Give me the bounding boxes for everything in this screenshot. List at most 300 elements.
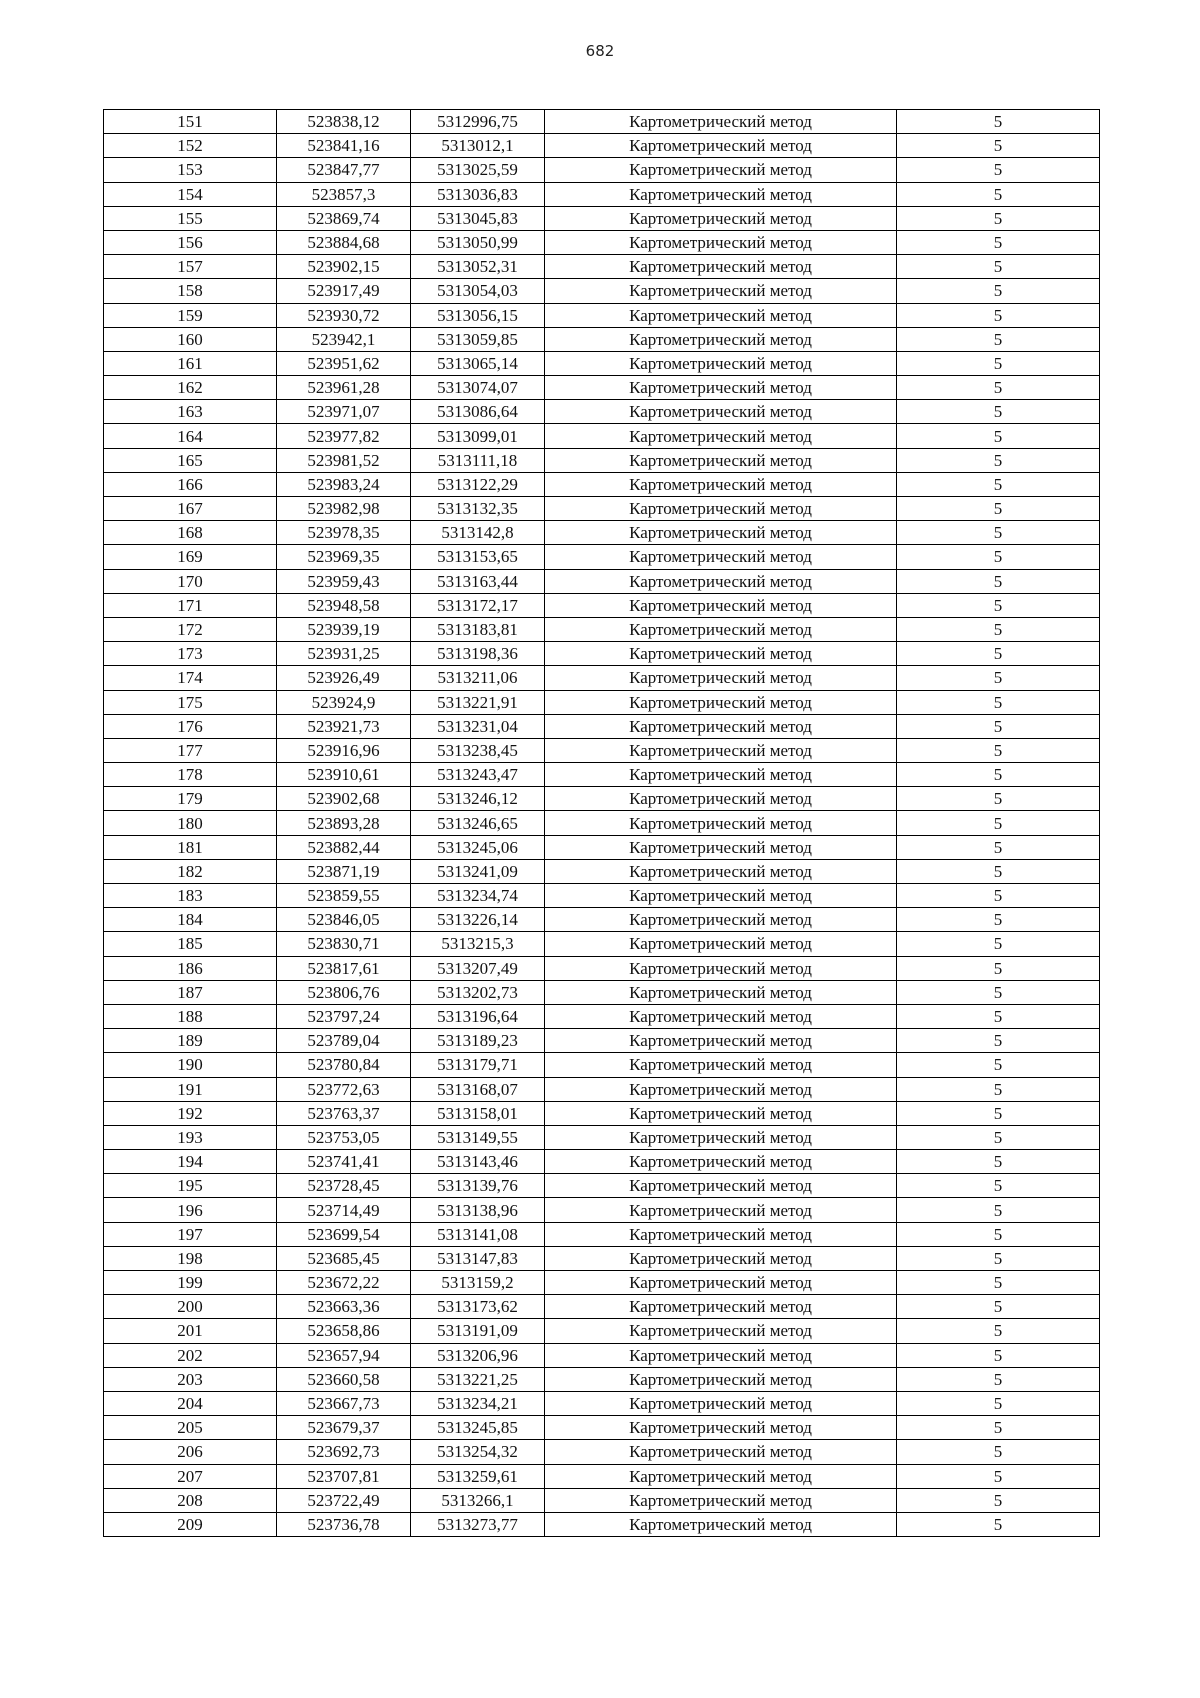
- y-coordinate-cell: 5313074,07: [411, 376, 545, 400]
- method-cell: Картометрический метод: [545, 110, 897, 134]
- accuracy-cell: 5: [897, 1319, 1100, 1343]
- table-row: [104, 1077, 1100, 1101]
- point-number-cell: 171: [104, 593, 277, 617]
- accuracy-cell: 5: [897, 158, 1100, 182]
- x-coordinate-cell: 523902,68: [277, 787, 411, 811]
- x-coordinate-cell: 523707,81: [277, 1464, 411, 1488]
- x-coordinate-cell: 523838,12: [277, 110, 411, 134]
- point-number-cell: 204: [104, 1391, 277, 1415]
- accuracy-cell: 5: [897, 206, 1100, 230]
- accuracy-cell: 5: [897, 1416, 1100, 1440]
- method-cell: Картометрический метод: [545, 1319, 897, 1343]
- accuracy-cell: 5: [897, 1271, 1100, 1295]
- point-number-cell: 164: [104, 424, 277, 448]
- method-cell: Картометрический метод: [545, 1343, 897, 1367]
- y-coordinate-cell: 5313132,35: [411, 497, 545, 521]
- table-row: [104, 400, 1100, 424]
- x-coordinate-cell: 523728,45: [277, 1174, 411, 1198]
- y-coordinate-cell: 5313138,96: [411, 1198, 545, 1222]
- x-coordinate-cell: 523948,58: [277, 593, 411, 617]
- y-coordinate-cell: 5313266,1: [411, 1488, 545, 1512]
- y-coordinate-cell: 5313153,65: [411, 545, 545, 569]
- point-number-cell: 152: [104, 134, 277, 158]
- x-coordinate-cell: 523893,28: [277, 811, 411, 835]
- x-coordinate-cell: 523692,73: [277, 1440, 411, 1464]
- accuracy-cell: 5: [897, 497, 1100, 521]
- table-row: [104, 1198, 1100, 1222]
- point-number-cell: 182: [104, 859, 277, 883]
- accuracy-cell: 5: [897, 593, 1100, 617]
- table-row: [104, 1343, 1100, 1367]
- point-number-cell: 159: [104, 303, 277, 327]
- method-cell: Картометрический метод: [545, 376, 897, 400]
- y-coordinate-cell: 5313198,36: [411, 642, 545, 666]
- x-coordinate-cell: 523797,24: [277, 1004, 411, 1028]
- y-coordinate-cell: 5313221,25: [411, 1367, 545, 1391]
- point-number-cell: 166: [104, 472, 277, 496]
- table-row: [104, 448, 1100, 472]
- method-cell: Картометрический метод: [545, 327, 897, 351]
- accuracy-cell: 5: [897, 521, 1100, 545]
- point-number-cell: 203: [104, 1367, 277, 1391]
- y-coordinate-cell: 5313143,46: [411, 1150, 545, 1174]
- point-number-cell: 194: [104, 1150, 277, 1174]
- x-coordinate-cell: 523910,61: [277, 763, 411, 787]
- point-number-cell: 172: [104, 617, 277, 641]
- x-coordinate-cell: 523859,55: [277, 884, 411, 908]
- accuracy-cell: 5: [897, 1440, 1100, 1464]
- accuracy-cell: 5: [897, 1295, 1100, 1319]
- accuracy-cell: 5: [897, 811, 1100, 835]
- x-coordinate-cell: 523663,36: [277, 1295, 411, 1319]
- accuracy-cell: 5: [897, 956, 1100, 980]
- y-coordinate-cell: 5313054,03: [411, 279, 545, 303]
- x-coordinate-cell: 523763,37: [277, 1101, 411, 1125]
- x-coordinate-cell: 523916,96: [277, 738, 411, 762]
- point-number-cell: 177: [104, 738, 277, 762]
- method-cell: Картометрический метод: [545, 1271, 897, 1295]
- accuracy-cell: 5: [897, 763, 1100, 787]
- accuracy-cell: 5: [897, 400, 1100, 424]
- point-number-cell: 201: [104, 1319, 277, 1343]
- x-coordinate-cell: 523817,61: [277, 956, 411, 980]
- accuracy-cell: 5: [897, 424, 1100, 448]
- method-cell: Картометрический метод: [545, 1488, 897, 1512]
- table-row: [104, 1440, 1100, 1464]
- accuracy-cell: 5: [897, 1391, 1100, 1415]
- accuracy-cell: 5: [897, 835, 1100, 859]
- x-coordinate-cell: 523931,25: [277, 642, 411, 666]
- point-number-cell: 181: [104, 835, 277, 859]
- method-cell: Картометрический метод: [545, 545, 897, 569]
- accuracy-cell: 5: [897, 448, 1100, 472]
- x-coordinate-cell: 523981,52: [277, 448, 411, 472]
- method-cell: Картометрический метод: [545, 472, 897, 496]
- x-coordinate-cell: 523699,54: [277, 1222, 411, 1246]
- x-coordinate-cell: 523930,72: [277, 303, 411, 327]
- accuracy-cell: 5: [897, 303, 1100, 327]
- method-cell: Картометрический метод: [545, 424, 897, 448]
- table-row: [104, 884, 1100, 908]
- x-coordinate-cell: 523667,73: [277, 1391, 411, 1415]
- method-cell: Картометрический метод: [545, 1029, 897, 1053]
- method-cell: Картометрический метод: [545, 1077, 897, 1101]
- method-cell: Картометрический метод: [545, 1464, 897, 1488]
- x-coordinate-cell: 523657,94: [277, 1343, 411, 1367]
- accuracy-cell: 5: [897, 376, 1100, 400]
- method-cell: Картометрический метод: [545, 738, 897, 762]
- method-cell: Картометрический метод: [545, 884, 897, 908]
- table-row: [104, 182, 1100, 206]
- x-coordinate-cell: 523978,35: [277, 521, 411, 545]
- method-cell: Картометрический метод: [545, 1222, 897, 1246]
- accuracy-cell: 5: [897, 714, 1100, 738]
- accuracy-cell: 5: [897, 1222, 1100, 1246]
- accuracy-cell: 5: [897, 1053, 1100, 1077]
- x-coordinate-cell: 523982,98: [277, 497, 411, 521]
- y-coordinate-cell: 5313211,06: [411, 666, 545, 690]
- method-cell: Картометрический метод: [545, 1101, 897, 1125]
- point-number-cell: 180: [104, 811, 277, 835]
- method-cell: Картометрический метод: [545, 617, 897, 641]
- table-row: [104, 206, 1100, 230]
- method-cell: Картометрический метод: [545, 1150, 897, 1174]
- point-number-cell: 179: [104, 787, 277, 811]
- coordinates-table: [103, 109, 1100, 1537]
- y-coordinate-cell: 5313243,47: [411, 763, 545, 787]
- method-cell: Картометрический метод: [545, 1246, 897, 1270]
- method-cell: Картометрический метод: [545, 1391, 897, 1415]
- y-coordinate-cell: 5313196,64: [411, 1004, 545, 1028]
- x-coordinate-cell: 523830,71: [277, 932, 411, 956]
- y-coordinate-cell: 5313052,31: [411, 255, 545, 279]
- y-coordinate-cell: 5313173,62: [411, 1295, 545, 1319]
- table-row: [104, 1416, 1100, 1440]
- table-row: [104, 1319, 1100, 1343]
- y-coordinate-cell: 5313147,83: [411, 1246, 545, 1270]
- table-row: [104, 666, 1100, 690]
- method-cell: Картометрический метод: [545, 714, 897, 738]
- method-cell: Картометрический метод: [545, 1125, 897, 1149]
- table-row: [104, 303, 1100, 327]
- table-row: [104, 835, 1100, 859]
- point-number-cell: 205: [104, 1416, 277, 1440]
- method-cell: Картометрический метод: [545, 956, 897, 980]
- y-coordinate-cell: 5313065,14: [411, 351, 545, 375]
- table-row: [104, 1004, 1100, 1028]
- method-cell: Картометрический метод: [545, 158, 897, 182]
- method-cell: Картометрический метод: [545, 182, 897, 206]
- point-number-cell: 196: [104, 1198, 277, 1222]
- method-cell: Картометрический метод: [545, 351, 897, 375]
- y-coordinate-cell: 5313050,99: [411, 230, 545, 254]
- table-row: [104, 424, 1100, 448]
- y-coordinate-cell: 5313215,3: [411, 932, 545, 956]
- table-row: [104, 714, 1100, 738]
- point-number-cell: 209: [104, 1512, 277, 1536]
- point-number-cell: 197: [104, 1222, 277, 1246]
- y-coordinate-cell: 5313172,17: [411, 593, 545, 617]
- method-cell: Картометрический метод: [545, 1295, 897, 1319]
- table-row: [104, 811, 1100, 835]
- table-row: [104, 521, 1100, 545]
- page-number: 682: [585, 42, 615, 60]
- accuracy-cell: 5: [897, 884, 1100, 908]
- x-coordinate-cell: 523741,41: [277, 1150, 411, 1174]
- table-row: [104, 980, 1100, 1004]
- point-number-cell: 155: [104, 206, 277, 230]
- point-number-cell: 189: [104, 1029, 277, 1053]
- point-number-cell: 199: [104, 1271, 277, 1295]
- point-number-cell: 207: [104, 1464, 277, 1488]
- x-coordinate-cell: 523685,45: [277, 1246, 411, 1270]
- x-coordinate-cell: 523917,49: [277, 279, 411, 303]
- accuracy-cell: 5: [897, 327, 1100, 351]
- y-coordinate-cell: 5313141,08: [411, 1222, 545, 1246]
- point-number-cell: 158: [104, 279, 277, 303]
- table-row: [104, 1150, 1100, 1174]
- point-number-cell: 184: [104, 908, 277, 932]
- y-coordinate-cell: 5313163,44: [411, 569, 545, 593]
- point-number-cell: 168: [104, 521, 277, 545]
- point-number-cell: 167: [104, 497, 277, 521]
- y-coordinate-cell: 5313168,07: [411, 1077, 545, 1101]
- x-coordinate-cell: 523969,35: [277, 545, 411, 569]
- method-cell: Картометрический метод: [545, 763, 897, 787]
- coordinates-table-body: [104, 110, 1100, 1537]
- accuracy-cell: 5: [897, 738, 1100, 762]
- table-row: [104, 351, 1100, 375]
- table-row: [104, 1464, 1100, 1488]
- table-row: [104, 1367, 1100, 1391]
- table-row: [104, 932, 1100, 956]
- x-coordinate-cell: 523926,49: [277, 666, 411, 690]
- table-row: [104, 1125, 1100, 1149]
- table-row: [104, 1029, 1100, 1053]
- point-number-cell: 195: [104, 1174, 277, 1198]
- y-coordinate-cell: 5313099,01: [411, 424, 545, 448]
- accuracy-cell: 5: [897, 1198, 1100, 1222]
- x-coordinate-cell: 523722,49: [277, 1488, 411, 1512]
- accuracy-cell: 5: [897, 859, 1100, 883]
- point-number-cell: 206: [104, 1440, 277, 1464]
- table-row: [104, 593, 1100, 617]
- method-cell: Картометрический метод: [545, 811, 897, 835]
- accuracy-cell: 5: [897, 1246, 1100, 1270]
- y-coordinate-cell: 5313045,83: [411, 206, 545, 230]
- y-coordinate-cell: 5313139,76: [411, 1174, 545, 1198]
- accuracy-cell: 5: [897, 617, 1100, 641]
- accuracy-cell: 5: [897, 1174, 1100, 1198]
- accuracy-cell: 5: [897, 134, 1100, 158]
- y-coordinate-cell: 5313259,61: [411, 1464, 545, 1488]
- table-row: [104, 617, 1100, 641]
- table-row: [104, 255, 1100, 279]
- x-coordinate-cell: 523679,37: [277, 1416, 411, 1440]
- point-number-cell: 187: [104, 980, 277, 1004]
- table-row: [104, 134, 1100, 158]
- point-number-cell: 186: [104, 956, 277, 980]
- accuracy-cell: 5: [897, 908, 1100, 932]
- table-row: [104, 1174, 1100, 1198]
- method-cell: Картометрический метод: [545, 932, 897, 956]
- x-coordinate-cell: 523959,43: [277, 569, 411, 593]
- x-coordinate-cell: 523846,05: [277, 908, 411, 932]
- x-coordinate-cell: 523871,19: [277, 859, 411, 883]
- y-coordinate-cell: 5313245,06: [411, 835, 545, 859]
- x-coordinate-cell: 523806,76: [277, 980, 411, 1004]
- point-number-cell: 202: [104, 1343, 277, 1367]
- x-coordinate-cell: 523869,74: [277, 206, 411, 230]
- accuracy-cell: 5: [897, 255, 1100, 279]
- point-number-cell: 192: [104, 1101, 277, 1125]
- accuracy-cell: 5: [897, 1150, 1100, 1174]
- table-row: [104, 1222, 1100, 1246]
- point-number-cell: 200: [104, 1295, 277, 1319]
- y-coordinate-cell: 5313191,09: [411, 1319, 545, 1343]
- point-number-cell: 175: [104, 690, 277, 714]
- y-coordinate-cell: 5313245,85: [411, 1416, 545, 1440]
- y-coordinate-cell: 5313202,73: [411, 980, 545, 1004]
- x-coordinate-cell: 523660,58: [277, 1367, 411, 1391]
- accuracy-cell: 5: [897, 279, 1100, 303]
- point-number-cell: 208: [104, 1488, 277, 1512]
- table-row: [104, 1053, 1100, 1077]
- point-number-cell: 154: [104, 182, 277, 206]
- table-row: [104, 1295, 1100, 1319]
- method-cell: Картометрический метод: [545, 206, 897, 230]
- x-coordinate-cell: 523847,77: [277, 158, 411, 182]
- method-cell: Картометрический метод: [545, 642, 897, 666]
- method-cell: Картометрический метод: [545, 230, 897, 254]
- x-coordinate-cell: 523924,9: [277, 690, 411, 714]
- point-number-cell: 174: [104, 666, 277, 690]
- point-number-cell: 161: [104, 351, 277, 375]
- x-coordinate-cell: 523736,78: [277, 1512, 411, 1536]
- accuracy-cell: 5: [897, 1125, 1100, 1149]
- x-coordinate-cell: 523951,62: [277, 351, 411, 375]
- method-cell: Картометрический метод: [545, 448, 897, 472]
- method-cell: Картометрический метод: [545, 521, 897, 545]
- point-number-cell: 165: [104, 448, 277, 472]
- y-coordinate-cell: 5313273,77: [411, 1512, 545, 1536]
- table-row: [104, 956, 1100, 980]
- table-row: [104, 1271, 1100, 1295]
- method-cell: Картометрический метод: [545, 980, 897, 1004]
- accuracy-cell: 5: [897, 1077, 1100, 1101]
- accuracy-cell: 5: [897, 1464, 1100, 1488]
- x-coordinate-cell: 523714,49: [277, 1198, 411, 1222]
- table-row: [104, 1391, 1100, 1415]
- point-number-cell: 183: [104, 884, 277, 908]
- y-coordinate-cell: 5313238,45: [411, 738, 545, 762]
- y-coordinate-cell: 5313111,18: [411, 448, 545, 472]
- method-cell: Картометрический метод: [545, 908, 897, 932]
- method-cell: Картометрический метод: [545, 279, 897, 303]
- table-row: [104, 1101, 1100, 1125]
- x-coordinate-cell: 523841,16: [277, 134, 411, 158]
- table-row: [104, 642, 1100, 666]
- method-cell: Картометрический метод: [545, 134, 897, 158]
- accuracy-cell: 5: [897, 932, 1100, 956]
- x-coordinate-cell: 523882,44: [277, 835, 411, 859]
- table-row: [104, 158, 1100, 182]
- accuracy-cell: 5: [897, 110, 1100, 134]
- y-coordinate-cell: 5313142,8: [411, 521, 545, 545]
- accuracy-cell: 5: [897, 642, 1100, 666]
- method-cell: Картометрический метод: [545, 690, 897, 714]
- accuracy-cell: 5: [897, 569, 1100, 593]
- x-coordinate-cell: 523961,28: [277, 376, 411, 400]
- table-row: [104, 545, 1100, 569]
- point-number-cell: 191: [104, 1077, 277, 1101]
- y-coordinate-cell: 5313234,21: [411, 1391, 545, 1415]
- method-cell: Картометрический метод: [545, 400, 897, 424]
- accuracy-cell: 5: [897, 182, 1100, 206]
- accuracy-cell: 5: [897, 545, 1100, 569]
- table-row: [104, 859, 1100, 883]
- table-row: [104, 497, 1100, 521]
- x-coordinate-cell: 523789,04: [277, 1029, 411, 1053]
- point-number-cell: 176: [104, 714, 277, 738]
- point-number-cell: 162: [104, 376, 277, 400]
- y-coordinate-cell: 5313012,1: [411, 134, 545, 158]
- y-coordinate-cell: 5313246,65: [411, 811, 545, 835]
- table-row: [104, 763, 1100, 787]
- method-cell: Картометрический метод: [545, 569, 897, 593]
- table-row: [104, 690, 1100, 714]
- point-number-cell: 190: [104, 1053, 277, 1077]
- accuracy-cell: 5: [897, 472, 1100, 496]
- method-cell: Картометрический метод: [545, 1004, 897, 1028]
- table-row: [104, 908, 1100, 932]
- method-cell: Картометрический метод: [545, 666, 897, 690]
- point-number-cell: 170: [104, 569, 277, 593]
- method-cell: Картометрический метод: [545, 1367, 897, 1391]
- accuracy-cell: 5: [897, 1512, 1100, 1536]
- accuracy-cell: 5: [897, 351, 1100, 375]
- y-coordinate-cell: 5313059,85: [411, 327, 545, 351]
- y-coordinate-cell: 5312996,75: [411, 110, 545, 134]
- y-coordinate-cell: 5313231,04: [411, 714, 545, 738]
- x-coordinate-cell: 523921,73: [277, 714, 411, 738]
- accuracy-cell: 5: [897, 1004, 1100, 1028]
- method-cell: Картометрический метод: [545, 1174, 897, 1198]
- table-row: [104, 472, 1100, 496]
- point-number-cell: 156: [104, 230, 277, 254]
- y-coordinate-cell: 5313241,09: [411, 859, 545, 883]
- y-coordinate-cell: 5313025,59: [411, 158, 545, 182]
- y-coordinate-cell: 5313159,2: [411, 1271, 545, 1295]
- table-row: [104, 1512, 1100, 1536]
- accuracy-cell: 5: [897, 230, 1100, 254]
- point-number-cell: 188: [104, 1004, 277, 1028]
- point-number-cell: 178: [104, 763, 277, 787]
- method-cell: Картометрический метод: [545, 1198, 897, 1222]
- x-coordinate-cell: 523672,22: [277, 1271, 411, 1295]
- x-coordinate-cell: 523939,19: [277, 617, 411, 641]
- y-coordinate-cell: 5313056,15: [411, 303, 545, 327]
- x-coordinate-cell: 523971,07: [277, 400, 411, 424]
- accuracy-cell: 5: [897, 787, 1100, 811]
- method-cell: Картометрический метод: [545, 255, 897, 279]
- x-coordinate-cell: 523977,82: [277, 424, 411, 448]
- method-cell: Картометрический метод: [545, 593, 897, 617]
- table-row: [104, 738, 1100, 762]
- point-number-cell: 160: [104, 327, 277, 351]
- y-coordinate-cell: 5313246,12: [411, 787, 545, 811]
- accuracy-cell: 5: [897, 1029, 1100, 1053]
